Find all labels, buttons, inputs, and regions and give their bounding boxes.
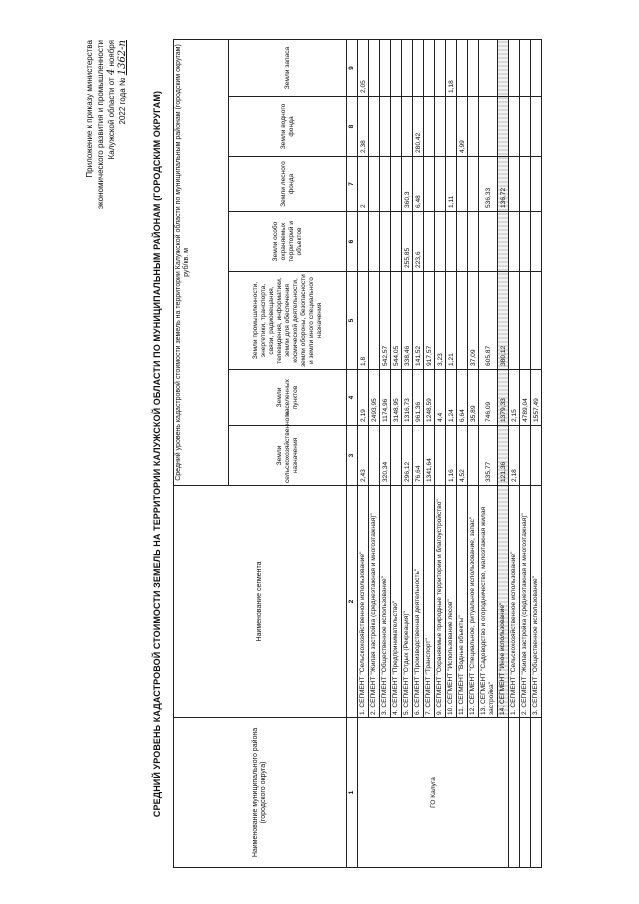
value-cell: 37,09 [468,272,479,370]
value-cell [402,97,413,157]
column-agri: Земли сельскохозяйственного назначения [229,426,347,486]
value-cell: 255,85 [402,212,413,272]
value-cell: 3,23 [435,272,446,370]
column-settlements: Земли населенных пунктов [229,370,347,426]
segment-name: 1. СЕГМЕНТ "Сельскохозяйственное использование" [509,486,520,718]
value-cell [369,39,380,96]
value-cell [446,97,457,157]
value-cell: 4,99 [457,97,468,157]
table-row [358,39,369,867]
col-num: 3 [347,426,358,486]
value-cell [531,157,542,212]
value-cell: 6,48 [413,157,424,212]
handwritten-day: 4 [106,68,117,76]
table-row [531,39,542,867]
value-cell: 1174,96 [380,370,391,426]
value-cell [520,39,531,96]
column-industry: Земли промышленности, энергетики, транспорта, связи, радиовещания, телевидения, информатики, земли для обеспечения космической деятельности, земли обороны, безопасности и земли иного специального назначения [229,272,347,370]
value-cell [413,39,424,96]
value-cell [531,97,542,157]
header-line-2: экономического развития и промышленности [96,40,105,210]
segment-name: 6. СЕГМЕНТ "Производственная деятельность" [413,486,424,718]
column-water: Земли водного фонда [229,97,347,157]
value-cell [468,212,479,272]
value-cell [435,97,446,157]
segment-name: 13. СЕГМЕНТ "Садоводство и огородничество, малоэтажная жилая застройка" [479,486,498,718]
segment-name: 14. СЕГМЕНТ "Иное использование" [498,486,509,718]
appendix-header [84,40,128,300]
value-cell: 6,64 [457,370,468,426]
value-cell [435,157,446,212]
column-forest: Земли лесного фонда [229,157,347,212]
value-cell [369,272,380,370]
segment-name: 2. СЕГМЕНТ "Жилая застройка (среднеэтажная и многоэтажная)" [369,486,380,718]
value-cell: 1341,64 [424,426,435,486]
value-cell: 605,87 [479,272,498,370]
value-cell: 1,24 [446,370,457,426]
value-cell [380,39,391,96]
segment-name: 4. СЕГМЕНТ "Предпринимательство" [391,486,402,718]
value-cell [369,426,380,486]
column-protected: Земли особо охраняемых территорий и объектов [229,212,347,272]
col-num: 7 [347,157,358,212]
value-cell [520,272,531,370]
value-cell: 335,77 [479,426,498,486]
header-line-1: Приложение к приказу министерства [85,40,94,178]
header-line-3: Калужской области от 4 ноября [106,40,117,160]
value-cell [479,39,498,96]
value-cell [391,212,402,272]
value-cell [509,97,520,157]
value-cell: 2,15 [509,370,520,426]
district-name-empty [520,718,531,868]
value-cell [509,157,520,212]
value-cell [520,426,531,486]
header-line-4: 2022 года № 1362-п [117,40,128,125]
value-cell: 4,4 [435,370,446,426]
value-cell: 2,43 [358,426,369,486]
value-cell [424,212,435,272]
segment-name: 3. СЕГМЕНТ "Общественное использование" [531,486,542,718]
value-cell [457,212,468,272]
segment-name: 2. СЕГМЕНТ "Жилая застройка (среднеэтажная и многоэтажная)" [520,486,531,718]
handwritten-order-number: 1362-п [117,40,128,76]
value-cell: 1,18 [446,39,457,96]
value-cell: 1316,73 [402,370,413,426]
column-reserve: Земли запаса [229,39,347,96]
value-cell [380,97,391,157]
value-cell [498,212,509,272]
document-title: СРЕДНИЙ УРОВЕНЬ КАДАСТРОВОЙ СТОИМОСТИ ЗЕМЕЛЬ НА ТЕРРИТОРИИ КАЛУЖСКОЙ ОБЛАСТИ ПО МУНИЦИПАЛЬНЫМ РАЙОНАМ (ГОРОДСКИМ ОКРУГАМ) [152,90,162,818]
value-cell [531,272,542,370]
value-cell: 542,57 [380,272,391,370]
group-header: Средний уровень кадастровой стоимости земель на территории Калужской области по муниципальным районам (городским округам) руб/кв. м [174,39,229,485]
value-cell: 76,64 [413,426,424,486]
col-num: 2 [347,486,358,718]
col-num: 1 [347,718,358,868]
value-cell: 2,18 [509,426,520,486]
value-cell [531,39,542,96]
value-cell [468,426,479,486]
value-cell [424,97,435,157]
value-cell: 4789,04 [520,370,531,426]
value-cell [391,97,402,157]
table-row [520,39,531,867]
segment-name: 9. СЕГМЕНТ "Охраняемые природные территории и благоустройство" [435,486,446,718]
value-cell [479,97,498,157]
value-cell: 1,8 [358,272,369,370]
value-cell [498,39,509,96]
value-cell: 1248,59 [424,370,435,426]
value-cell [380,157,391,212]
value-cell: 141,52 [413,272,424,370]
value-cell [446,212,457,272]
value-cell: 4,52 [457,426,468,486]
value-cell [369,157,380,212]
value-cell [468,97,479,157]
value-cell: 136,72 [498,157,509,212]
value-cell: 1,11 [446,157,457,212]
value-cell [509,212,520,272]
value-cell: 1557,49 [531,370,542,426]
value-cell: 2,38 [358,97,369,157]
value-cell: 2,19 [358,370,369,426]
value-cell [435,212,446,272]
segment-name: 7. СЕГМЕНТ "Транспорт" [424,486,435,718]
value-cell [435,426,446,486]
value-cell [424,39,435,96]
value-cell [369,97,380,157]
value-cell: 3148,95 [391,370,402,426]
segment-name: 11. СЕГМЕНТ "Водные объекты" [457,486,468,718]
value-cell [520,157,531,212]
value-cell [424,157,435,212]
value-cell [358,212,369,272]
table-row [509,39,520,867]
value-cell: 380,12 [498,272,509,370]
value-cell: 280,42 [413,97,424,157]
col-num: 8 [347,97,358,157]
value-cell: 360,3 [402,157,413,212]
col-num: 4 [347,370,358,426]
value-cell [457,157,468,212]
cadastral-value-table [173,39,542,868]
value-cell: 338,46 [402,272,413,370]
value-cell [509,39,520,96]
value-cell: 536,33 [479,157,498,212]
district-name: ГО Калуга [358,718,509,868]
value-cell: 35,89 [468,370,479,426]
segment-name: 1. СЕГМЕНТ "Сельскохозяйственное использование" [358,486,369,718]
segment-name: 12. СЕГМЕНТ "Специальное, ритуальное использование, запас" [468,486,479,718]
column-segment: Наименование сегмента [174,486,347,718]
value-cell [457,39,468,96]
value-cell: 1,21 [446,272,457,370]
value-cell [380,212,391,272]
value-cell: 1,16 [446,426,457,486]
value-cell: 223,6 [413,212,424,272]
value-cell [531,212,542,272]
segment-name: 10. СЕГМЕНТ "Использование лесов" [446,486,457,718]
value-cell: 917,57 [424,272,435,370]
value-cell [402,39,413,96]
value-cell: 544,05 [391,272,402,370]
district-name-empty [531,718,542,868]
value-cell: 296,12 [402,426,413,486]
value-cell [435,39,446,96]
value-cell: 121,36 [498,426,509,486]
value-cell [498,97,509,157]
segment-name: 5. СЕГМЕНТ "Отдых (Рекреация)" [402,486,413,718]
value-cell [391,39,402,96]
value-cell [391,426,402,486]
value-cell [520,212,531,272]
col-num: 6 [347,212,358,272]
col-num: 5 [347,272,358,370]
district-name-empty [509,718,520,868]
value-cell: 1379,33 [498,370,509,426]
value-cell [391,157,402,212]
column-number-row [347,39,358,867]
value-cell: 746,09 [479,370,498,426]
value-cell: 961,36 [413,370,424,426]
value-cell [369,212,380,272]
value-cell [520,97,531,157]
value-cell [479,212,498,272]
value-cell [468,157,479,212]
col-num: 9 [347,39,358,96]
value-cell [531,426,542,486]
value-cell: 2,05 [358,39,369,96]
value-cell: 2493,95 [369,370,380,426]
value-cell: 2 [358,157,369,212]
value-cell [457,272,468,370]
segment-name: 3. СЕГМЕНТ "Общественное использование" [380,486,391,718]
column-district: Наименование муниципального района (городского округа) [174,718,347,868]
value-cell: 320,34 [380,426,391,486]
value-cell [509,272,520,370]
value-cell [468,39,479,96]
